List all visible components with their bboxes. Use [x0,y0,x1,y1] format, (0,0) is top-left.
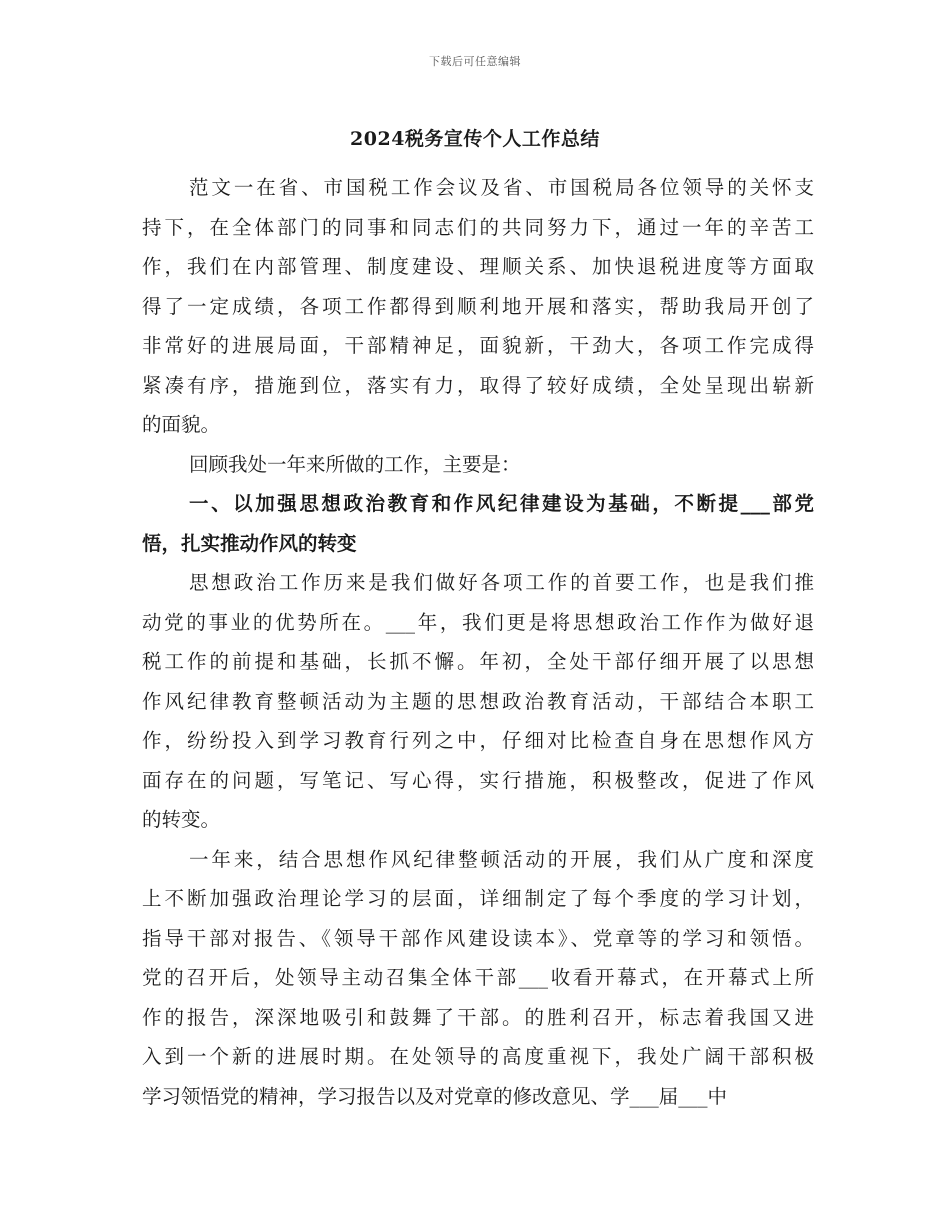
paragraph-line: 动党的事业的优势所在。___年，我们更是将思想政治工作作为做好退 [142,610,814,634]
paragraph [142,840,814,1117]
paragraph-line: 上不断加强政治理论学习的层面，详细制定了每个季度的学习计划， [142,887,814,910]
paragraph-line: 学习领悟党的精神，学习报告以及对党章的修改意见、学___届___中 [142,1084,728,1108]
paragraph-line: 悟，扎实推动作风的转变 [142,531,357,555]
document-title: 2024税务宣传个人工作总结 [350,128,600,150]
paragraph-line: 紧凑有序，措施到位，落实有力，取得了较好成绩，全处呈现出崭新 [142,373,814,397]
paragraph-line: 非常好的进展局面，干部精神足，面貌新，干劲大，各项工作完成得 [142,334,814,357]
paragraph-line: 作风纪律教育整顿活动为主题的思想政治教育活动，干部结合本职工 [142,689,814,713]
paragraph [142,168,814,445]
paragraph-line: 入到一个新的进展时期。在处领导的高度重视下，我处广阔干部积极 [142,1045,814,1068]
paragraph-line: 范文一在省、市国税工作会议及省、市国税局各位领导的关怀支 [189,176,814,199]
paragraph [142,563,814,840]
paragraph-line: 党的召开后，处领导主动召集全体干部___收看开幕式，在开幕式上所 [142,966,814,989]
paragraph-line: 作，纷纷投入到学习教育行列之中，仔细对比检查自身在思想作风方 [142,729,814,752]
paragraph [142,484,814,563]
paragraph-line: 一年来，结合思想作风纪律整顿活动的开展，我们从广度和深度 [189,847,814,871]
paragraph-line: 一、以加强思想政治教育和作风纪律建设为基础，不断提___部党 [189,492,814,515]
paragraph-line: 的面貌。 [142,413,221,436]
paragraph-line: 回顾我处一年来所做的工作，主要是： [189,452,521,476]
paragraph-line: 指导干部对报告、《领导干部作风建设读本》、党章等的学习和领悟。 [142,926,814,950]
header-note: 下载后可任意编辑 [429,55,521,68]
paragraph [142,445,814,485]
paragraph-line: 持下，在全体部门的同事和同志们的共同努力下，通过一年的辛苦工 [142,215,814,239]
paragraph-line: 的转变。 [142,808,221,831]
document-body [142,168,814,1116]
paragraph-line: 税工作的前提和基础，长抓不懈。年初，全处干部仔细开展了以思想 [142,650,814,673]
paragraph-line: 作，我们在内部管理、制度建设、理顺关系、加快退税进度等方面取 [142,255,814,278]
paragraph-line: 得了一定成绩，各项工作都得到顺利地开展和落实，帮助我局开创了 [142,294,814,318]
paragraph-line: 作的报告，深深地吸引和鼓舞了干部。的胜利召开，标志着我国又进 [142,1005,814,1029]
paragraph-line: 面存在的问题，写笔记、写心得，实行措施，积极整改，促进了作风 [142,768,814,792]
paragraph-line: 思想政治工作历来是我们做好各项工作的首要工作，也是我们推 [189,571,814,594]
